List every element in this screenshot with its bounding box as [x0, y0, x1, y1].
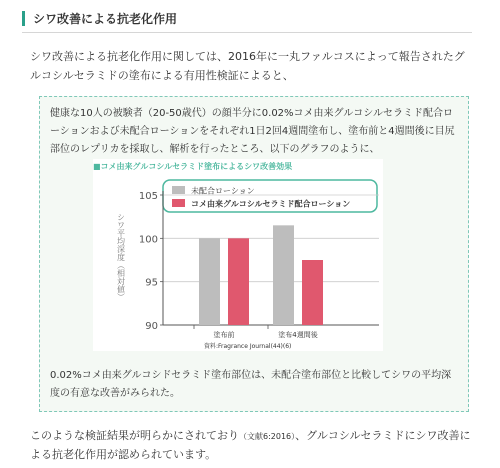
y-tick-label: 105 [138, 191, 158, 202]
bar-chart [93, 159, 383, 351]
study-conclusion: 0.02%コメ由来グルコシドセラミド塗布部位は、未配合塗布部位と比較してシワの平均深度の有意な改善がみられた。 [50, 370, 452, 399]
y-axis-label: シワ平均深度（相対値） [116, 213, 126, 301]
bar [273, 225, 294, 325]
outro-tail: 、グルコシルセラミドにシワ改善による抗老化作用が認められています。 [30, 429, 471, 461]
y-tick-label: 90 [145, 321, 158, 332]
chart-source: 資料:Fragrance Journal(44)(6) [204, 343, 292, 350]
intro-paragraph: シワ改善による抗老化作用に関しては、2016年に一丸ファルコスによって報告されたグルコシルセラミドの塗布による有用性検証によると、 [30, 50, 465, 82]
citation: （文献6:2016） [239, 432, 296, 441]
x-tick-label: 塗布4週間後 [278, 331, 318, 339]
chart-card [93, 159, 383, 351]
bar [199, 238, 220, 325]
outro-paragraph [30, 427, 475, 464]
y-tick-label: 100 [138, 234, 158, 246]
legend-swatch [172, 186, 185, 194]
section-heading [22, 6, 472, 33]
chart-title: ■コメ由来グルコシルセラミド塗布によるシワ改善効果 [93, 162, 293, 171]
legend-label: 未配合ローション [191, 186, 255, 196]
bar [228, 238, 249, 325]
legend-swatch [172, 199, 185, 207]
x-tick-label: 塗布前 [213, 331, 235, 339]
y-tick-label: 95 [145, 277, 158, 289]
bar [302, 260, 323, 325]
legend-label: コメ由来グルコシルセラミド配合ローション [191, 199, 351, 209]
heading-accent-bar [22, 11, 25, 26]
study-description: 健康な10人の被験者（20-50歳代）の顔半分に0.02%コメ由来グルコシルセラミド配合ローションおよび未配合ローションをそれぞれ1日2回4週間塗布し、塗布前と4週間後に目尻部位のレプリカを採取し、解析を行ったところ、以下のグラフのように、 [50, 108, 455, 155]
heading-title: シワ改善による抗老化作用 [33, 12, 178, 26]
outro-main: このような検証結果が明らかにされており [30, 429, 239, 442]
